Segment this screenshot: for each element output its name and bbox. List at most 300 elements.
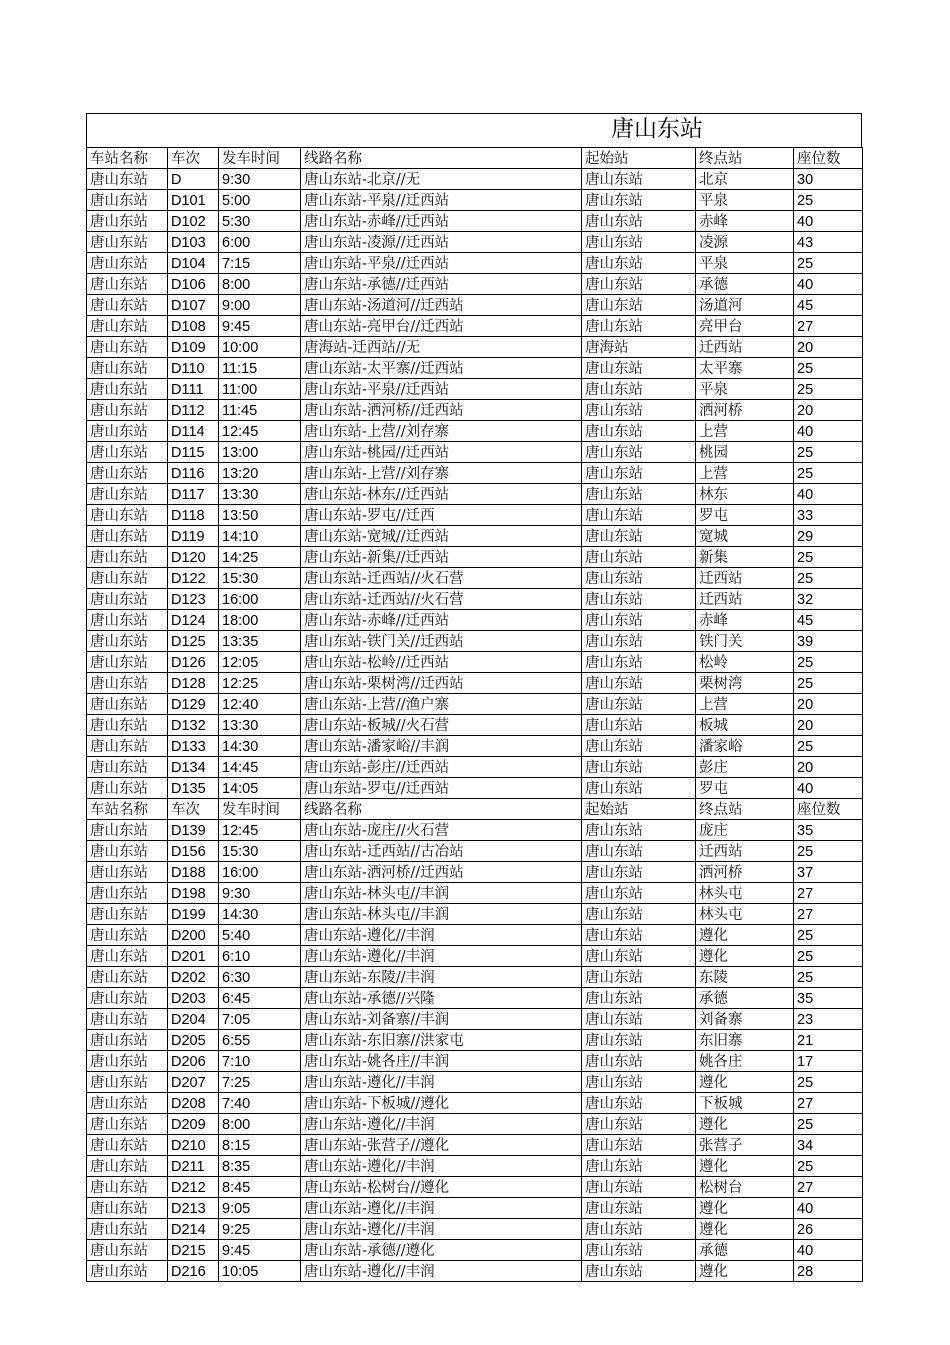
seats-cell: 25 bbox=[794, 463, 863, 484]
origin-cell: 唐山东站 bbox=[582, 421, 696, 442]
origin-cell: 唐山东站 bbox=[582, 1240, 696, 1261]
route-cell: 唐山东站-迁西站//火石营 bbox=[301, 568, 582, 589]
station-cell: 唐山东站 bbox=[87, 904, 168, 925]
seats-cell: 25 bbox=[794, 673, 863, 694]
seats-cell: 25 bbox=[794, 253, 863, 274]
route-cell: 唐山东站-迁西站//火石营 bbox=[301, 589, 582, 610]
station-cell: 唐山东站 bbox=[87, 232, 168, 253]
seats-cell: 20 bbox=[794, 694, 863, 715]
station-cell: 唐山东站 bbox=[87, 1030, 168, 1051]
route-cell: 唐山东站-遵化//丰润 bbox=[301, 1198, 582, 1219]
station-cell: 唐山东站 bbox=[87, 253, 168, 274]
train-cell: D112 bbox=[168, 400, 219, 421]
origin-cell: 唐山东站 bbox=[582, 316, 696, 337]
seats-cell: 34 bbox=[794, 1135, 863, 1156]
train-cell: D134 bbox=[168, 757, 219, 778]
table-row bbox=[87, 589, 863, 610]
train-cell: D207 bbox=[168, 1072, 219, 1093]
destination-cell: 庞庄 bbox=[696, 820, 794, 841]
origin-cell: 唐山东站 bbox=[582, 1114, 696, 1135]
origin-cell: 唐山东站 bbox=[582, 988, 696, 1009]
departure-cell: 6:00 bbox=[219, 232, 301, 253]
train-cell: D198 bbox=[168, 883, 219, 904]
route-cell: 唐山东站-彭庄//迁西站 bbox=[301, 757, 582, 778]
train-cell: D103 bbox=[168, 232, 219, 253]
origin-cell: 唐山东站 bbox=[582, 526, 696, 547]
train-cell: D107 bbox=[168, 295, 219, 316]
seats-cell: 40 bbox=[794, 274, 863, 295]
route-cell: 唐山东站-遵化//丰润 bbox=[301, 1219, 582, 1240]
station-cell: 唐山东站 bbox=[87, 1219, 168, 1240]
route-cell: 唐山东站-宽城//迁西站 bbox=[301, 526, 582, 547]
origin-cell: 唐山东站 bbox=[582, 442, 696, 463]
route-cell: 唐山东站-新集//迁西站 bbox=[301, 547, 582, 568]
destination-cell: 彭庄 bbox=[696, 757, 794, 778]
sheet-title: 唐山东站 bbox=[611, 116, 703, 142]
route-cell: 唐山东站-遵化//丰润 bbox=[301, 1114, 582, 1135]
route-cell: 唐山东站-洒河桥//迁西站 bbox=[301, 862, 582, 883]
train-cell: D208 bbox=[168, 1093, 219, 1114]
table-row bbox=[87, 820, 863, 841]
train-cell: D128 bbox=[168, 673, 219, 694]
destination-cell: 赤峰 bbox=[696, 211, 794, 232]
origin-cell: 唐山东站 bbox=[582, 757, 696, 778]
origin-cell: 唐山东站 bbox=[582, 1219, 696, 1240]
departure-cell: 6:30 bbox=[219, 967, 301, 988]
train-cell: D119 bbox=[168, 526, 219, 547]
departure-cell: 13:00 bbox=[219, 442, 301, 463]
destination-cell: 上营 bbox=[696, 694, 794, 715]
route-cell: 唐山东站-赤峰//迁西站 bbox=[301, 211, 582, 232]
seats-cell: 25 bbox=[794, 736, 863, 757]
seats-cell: 25 bbox=[794, 358, 863, 379]
station-cell: 唐山东站 bbox=[87, 631, 168, 652]
table-row bbox=[87, 463, 863, 484]
destination-cell: 承德 bbox=[696, 1240, 794, 1261]
route-cell: 唐山东站-承德//兴隆 bbox=[301, 988, 582, 1009]
origin-cell: 唐山东站 bbox=[582, 820, 696, 841]
seats-cell: 33 bbox=[794, 505, 863, 526]
station-cell: 唐山东站 bbox=[87, 526, 168, 547]
destination-cell: 遵化 bbox=[696, 925, 794, 946]
schedule-sheet bbox=[86, 113, 862, 1282]
origin-cell: 唐山东站 bbox=[582, 295, 696, 316]
train-cell: D133 bbox=[168, 736, 219, 757]
route-cell: 唐山东站-赤峰//迁西站 bbox=[301, 610, 582, 631]
route-cell: 唐山东站-承德//迁西站 bbox=[301, 274, 582, 295]
departure-cell: 9:45 bbox=[219, 1240, 301, 1261]
seats-cell: 37 bbox=[794, 862, 863, 883]
table-row bbox=[87, 904, 863, 925]
departure-cell: 6:55 bbox=[219, 1030, 301, 1051]
route-cell: 唐山东站-庞庄//火石营 bbox=[301, 820, 582, 841]
origin-cell: 唐山东站 bbox=[582, 484, 696, 505]
destination-cell: 终点站 bbox=[696, 799, 794, 820]
station-cell: 唐山东站 bbox=[87, 484, 168, 505]
train-cell: D215 bbox=[168, 1240, 219, 1261]
table-row bbox=[87, 232, 863, 253]
train-cell: D135 bbox=[168, 778, 219, 799]
table-row bbox=[87, 1135, 863, 1156]
origin-cell: 唐山东站 bbox=[582, 463, 696, 484]
route-cell: 唐山东站-刘备寨//丰润 bbox=[301, 1009, 582, 1030]
departure-cell: 9:05 bbox=[219, 1198, 301, 1219]
route-cell: 唐山东站-平泉//迁西站 bbox=[301, 253, 582, 274]
seats-cell: 40 bbox=[794, 1240, 863, 1261]
departure-cell: 16:00 bbox=[219, 862, 301, 883]
route-cell: 唐山东站-承德//遵化 bbox=[301, 1240, 582, 1261]
departure-cell: 7:25 bbox=[219, 1072, 301, 1093]
destination-cell: 潘家峪 bbox=[696, 736, 794, 757]
station-cell: 唐山东站 bbox=[87, 505, 168, 526]
station-cell: 唐山东站 bbox=[87, 1072, 168, 1093]
station-cell: 唐山东站 bbox=[87, 1177, 168, 1198]
origin-cell: 唐山东站 bbox=[582, 1135, 696, 1156]
departure-cell: 5:30 bbox=[219, 211, 301, 232]
origin-cell: 唐山东站 bbox=[582, 736, 696, 757]
station-cell: 唐山东站 bbox=[87, 547, 168, 568]
table-row bbox=[87, 337, 863, 358]
train-cell: D124 bbox=[168, 610, 219, 631]
destination-cell: 迁西站 bbox=[696, 841, 794, 862]
train-cell: D126 bbox=[168, 652, 219, 673]
station-cell: 唐山东站 bbox=[87, 1135, 168, 1156]
route-cell: 唐山东站-栗树湾//迁西站 bbox=[301, 673, 582, 694]
origin-cell: 唐山东站 bbox=[582, 946, 696, 967]
destination-cell: 松岭 bbox=[696, 652, 794, 673]
seats-cell: 25 bbox=[794, 1072, 863, 1093]
table-row bbox=[87, 694, 863, 715]
seats-cell: 40 bbox=[794, 1198, 863, 1219]
departure-cell: 13:20 bbox=[219, 463, 301, 484]
table-row bbox=[87, 316, 863, 337]
table-row bbox=[87, 400, 863, 421]
departure-cell: 8:00 bbox=[219, 274, 301, 295]
route-cell: 唐山东站-板城//火石营 bbox=[301, 715, 582, 736]
origin-cell: 唐海站 bbox=[582, 337, 696, 358]
table-row bbox=[87, 505, 863, 526]
seats-cell: 27 bbox=[794, 904, 863, 925]
seats-cell: 25 bbox=[794, 841, 863, 862]
origin-cell: 唐山东站 bbox=[582, 232, 696, 253]
station-cell: 唐山东站 bbox=[87, 1114, 168, 1135]
route-cell: 唐山东站-太平寨//迁西站 bbox=[301, 358, 582, 379]
destination-cell: 张营子 bbox=[696, 1135, 794, 1156]
seats-cell: 39 bbox=[794, 631, 863, 652]
route-cell: 唐山东站-上营//刘存寨 bbox=[301, 421, 582, 442]
header-departure: 发车时间 bbox=[219, 148, 301, 169]
station-cell: 唐山东站 bbox=[87, 274, 168, 295]
seats-cell: 25 bbox=[794, 1156, 863, 1177]
origin-cell: 唐山东站 bbox=[582, 1198, 696, 1219]
station-cell: 唐山东站 bbox=[87, 673, 168, 694]
train-cell: D212 bbox=[168, 1177, 219, 1198]
departure-cell: 8:15 bbox=[219, 1135, 301, 1156]
station-cell: 唐山东站 bbox=[87, 295, 168, 316]
route-cell: 唐山东站-松树台//遵化 bbox=[301, 1177, 582, 1198]
seats-cell: 27 bbox=[794, 316, 863, 337]
header-seats: 座位数 bbox=[794, 148, 863, 169]
seats-cell: 27 bbox=[794, 883, 863, 904]
origin-cell: 唐山东站 bbox=[582, 631, 696, 652]
origin-cell: 唐山东站 bbox=[582, 967, 696, 988]
origin-cell: 唐山东站 bbox=[582, 841, 696, 862]
train-cell: D204 bbox=[168, 1009, 219, 1030]
origin-cell: 唐山东站 bbox=[582, 1261, 696, 1282]
seats-cell: 25 bbox=[794, 946, 863, 967]
table-row bbox=[87, 1009, 863, 1030]
station-cell: 唐山东站 bbox=[87, 1009, 168, 1030]
departure-cell: 5:00 bbox=[219, 190, 301, 211]
destination-cell: 东旧寨 bbox=[696, 1030, 794, 1051]
destination-cell: 遵化 bbox=[696, 1156, 794, 1177]
departure-cell: 18:00 bbox=[219, 610, 301, 631]
train-cell: D125 bbox=[168, 631, 219, 652]
route-cell: 唐山东站-遵化//丰润 bbox=[301, 1072, 582, 1093]
origin-cell: 唐山东站 bbox=[582, 568, 696, 589]
station-cell: 唐山东站 bbox=[87, 925, 168, 946]
origin-cell: 唐山东站 bbox=[582, 610, 696, 631]
route-cell: 唐山东站-洒河桥//迁西站 bbox=[301, 400, 582, 421]
departure-cell: 13:30 bbox=[219, 484, 301, 505]
train-cell: D bbox=[168, 169, 219, 190]
departure-cell: 11:15 bbox=[219, 358, 301, 379]
departure-cell: 7:15 bbox=[219, 253, 301, 274]
departure-cell: 12:40 bbox=[219, 694, 301, 715]
seats-cell: 20 bbox=[794, 337, 863, 358]
route-cell: 唐山东站-平泉//迁西站 bbox=[301, 190, 582, 211]
table-row bbox=[87, 652, 863, 673]
route-cell: 唐山东站-亮甲台//迁西站 bbox=[301, 316, 582, 337]
station-cell: 唐山东站 bbox=[87, 190, 168, 211]
table-row bbox=[87, 1261, 863, 1282]
destination-cell: 林头屯 bbox=[696, 904, 794, 925]
table-row bbox=[87, 190, 863, 211]
seats-cell: 35 bbox=[794, 820, 863, 841]
origin-cell: 唐山东站 bbox=[582, 190, 696, 211]
destination-cell: 平泉 bbox=[696, 379, 794, 400]
origin-cell: 唐山东站 bbox=[582, 400, 696, 421]
seats-cell: 40 bbox=[794, 484, 863, 505]
destination-cell: 罗屯 bbox=[696, 505, 794, 526]
train-cell: D118 bbox=[168, 505, 219, 526]
table-row bbox=[87, 883, 863, 904]
station-cell: 唐山东站 bbox=[87, 568, 168, 589]
table-row bbox=[87, 253, 863, 274]
seats-cell: 座位数 bbox=[794, 799, 863, 820]
train-cell: D206 bbox=[168, 1051, 219, 1072]
station-cell: 唐山东站 bbox=[87, 694, 168, 715]
route-cell: 唐山东站-遵化//丰润 bbox=[301, 1156, 582, 1177]
destination-cell: 铁门关 bbox=[696, 631, 794, 652]
train-cell: D156 bbox=[168, 841, 219, 862]
station-cell: 唐山东站 bbox=[87, 883, 168, 904]
route-cell: 唐海站-迁西站//无 bbox=[301, 337, 582, 358]
destination-cell: 太平寨 bbox=[696, 358, 794, 379]
origin-cell: 唐山东站 bbox=[582, 1156, 696, 1177]
departure-cell: 13:50 bbox=[219, 505, 301, 526]
station-cell: 唐山东站 bbox=[87, 1261, 168, 1282]
station-cell: 唐山东站 bbox=[87, 358, 168, 379]
seats-cell: 25 bbox=[794, 1114, 863, 1135]
route-cell: 唐山东站-林头屯//丰润 bbox=[301, 883, 582, 904]
train-cell: D216 bbox=[168, 1261, 219, 1282]
train-cell: D139 bbox=[168, 820, 219, 841]
table-row bbox=[87, 925, 863, 946]
origin-cell: 唐山东站 bbox=[582, 169, 696, 190]
destination-cell: 迁西站 bbox=[696, 589, 794, 610]
departure-cell: 13:35 bbox=[219, 631, 301, 652]
departure-cell: 9:00 bbox=[219, 295, 301, 316]
origin-cell: 唐山东站 bbox=[582, 862, 696, 883]
route-cell: 唐山东站-桃园//迁西站 bbox=[301, 442, 582, 463]
seats-cell: 20 bbox=[794, 715, 863, 736]
destination-cell: 上营 bbox=[696, 421, 794, 442]
table-row bbox=[87, 1240, 863, 1261]
table-row bbox=[87, 862, 863, 883]
destination-cell: 刘备寨 bbox=[696, 1009, 794, 1030]
departure-cell: 14:10 bbox=[219, 526, 301, 547]
seats-cell: 17 bbox=[794, 1051, 863, 1072]
origin-cell: 起始站 bbox=[582, 799, 696, 820]
seats-cell: 20 bbox=[794, 400, 863, 421]
origin-cell: 唐山东站 bbox=[582, 673, 696, 694]
train-cell: D188 bbox=[168, 862, 219, 883]
route-cell: 唐山东站-林头屯//丰润 bbox=[301, 904, 582, 925]
station-cell: 唐山东站 bbox=[87, 169, 168, 190]
destination-cell: 上营 bbox=[696, 463, 794, 484]
destination-cell: 宽城 bbox=[696, 526, 794, 547]
train-cell: D210 bbox=[168, 1135, 219, 1156]
destination-cell: 迁西站 bbox=[696, 568, 794, 589]
seats-cell: 25 bbox=[794, 190, 863, 211]
station-cell: 唐山东站 bbox=[87, 715, 168, 736]
table-row bbox=[87, 715, 863, 736]
departure-cell: 5:40 bbox=[219, 925, 301, 946]
destination-cell: 板城 bbox=[696, 715, 794, 736]
route-cell: 唐山东站-上营//刘存寨 bbox=[301, 463, 582, 484]
departure-cell: 9:30 bbox=[219, 883, 301, 904]
station-cell: 唐山东站 bbox=[87, 211, 168, 232]
train-cell: D129 bbox=[168, 694, 219, 715]
station-cell: 唐山东站 bbox=[87, 1240, 168, 1261]
route-cell: 唐山东站-迁西站//古冶站 bbox=[301, 841, 582, 862]
origin-cell: 唐山东站 bbox=[582, 274, 696, 295]
origin-cell: 唐山东站 bbox=[582, 1009, 696, 1030]
station-cell: 唐山东站 bbox=[87, 736, 168, 757]
train-cell: D211 bbox=[168, 1156, 219, 1177]
departure-cell: 12:25 bbox=[219, 673, 301, 694]
seats-cell: 27 bbox=[794, 1177, 863, 1198]
departure-cell: 10:05 bbox=[219, 1261, 301, 1282]
header-station: 车站名称 bbox=[87, 148, 168, 169]
train-cell: D132 bbox=[168, 715, 219, 736]
train-cell: D116 bbox=[168, 463, 219, 484]
seats-cell: 30 bbox=[794, 169, 863, 190]
seats-cell: 27 bbox=[794, 1093, 863, 1114]
table-row bbox=[87, 1177, 863, 1198]
destination-cell: 栗树湾 bbox=[696, 673, 794, 694]
table-row bbox=[87, 799, 863, 820]
train-cell: D117 bbox=[168, 484, 219, 505]
train-cell: D109 bbox=[168, 337, 219, 358]
seats-cell: 25 bbox=[794, 379, 863, 400]
table-row bbox=[87, 169, 863, 190]
table-row bbox=[87, 1219, 863, 1240]
seats-cell: 25 bbox=[794, 652, 863, 673]
station-cell: 唐山东站 bbox=[87, 1156, 168, 1177]
train-cell: D201 bbox=[168, 946, 219, 967]
train-cell: D120 bbox=[168, 547, 219, 568]
train-cell: D123 bbox=[168, 589, 219, 610]
table-row bbox=[87, 673, 863, 694]
seats-cell: 40 bbox=[794, 778, 863, 799]
station-cell: 唐山东站 bbox=[87, 442, 168, 463]
origin-cell: 唐山东站 bbox=[582, 904, 696, 925]
station-cell: 唐山东站 bbox=[87, 1093, 168, 1114]
route-cell: 唐山东站-姚各庄//丰润 bbox=[301, 1051, 582, 1072]
departure-cell: 11:45 bbox=[219, 400, 301, 421]
seats-cell: 29 bbox=[794, 526, 863, 547]
table-row bbox=[87, 1030, 863, 1051]
seats-cell: 45 bbox=[794, 610, 863, 631]
train-cell: D205 bbox=[168, 1030, 219, 1051]
table-row bbox=[87, 610, 863, 631]
departure-cell: 7:10 bbox=[219, 1051, 301, 1072]
destination-cell: 北京 bbox=[696, 169, 794, 190]
seats-cell: 26 bbox=[794, 1219, 863, 1240]
station-cell: 唐山东站 bbox=[87, 1051, 168, 1072]
table-row bbox=[87, 1156, 863, 1177]
departure-cell: 14:05 bbox=[219, 778, 301, 799]
station-cell: 唐山东站 bbox=[87, 463, 168, 484]
route-cell: 唐山东站-东旧寨//洪家屯 bbox=[301, 1030, 582, 1051]
seats-cell: 25 bbox=[794, 547, 863, 568]
destination-cell: 东陵 bbox=[696, 967, 794, 988]
departure-cell: 11:00 bbox=[219, 379, 301, 400]
route-cell: 唐山东站-林东//迁西站 bbox=[301, 484, 582, 505]
route-cell: 唐山东站-遵化//丰润 bbox=[301, 1261, 582, 1282]
destination-cell: 新集 bbox=[696, 547, 794, 568]
destination-cell: 林头屯 bbox=[696, 883, 794, 904]
station-cell: 唐山东站 bbox=[87, 589, 168, 610]
station-cell: 唐山东站 bbox=[87, 820, 168, 841]
table-row bbox=[87, 484, 863, 505]
departure-cell: 9:30 bbox=[219, 169, 301, 190]
seats-cell: 43 bbox=[794, 232, 863, 253]
seats-cell: 25 bbox=[794, 442, 863, 463]
destination-cell: 林东 bbox=[696, 484, 794, 505]
route-cell: 唐山东站-松岭//迁西站 bbox=[301, 652, 582, 673]
schedule-table bbox=[86, 147, 863, 1282]
train-cell: D214 bbox=[168, 1219, 219, 1240]
destination-cell: 姚各庄 bbox=[696, 1051, 794, 1072]
departure-cell: 10:00 bbox=[219, 337, 301, 358]
origin-cell: 唐山东站 bbox=[582, 211, 696, 232]
destination-cell: 遵化 bbox=[696, 1198, 794, 1219]
departure-cell: 8:45 bbox=[219, 1177, 301, 1198]
station-cell: 唐山东站 bbox=[87, 946, 168, 967]
table-row bbox=[87, 736, 863, 757]
header-train: 车次 bbox=[168, 148, 219, 169]
origin-cell: 唐山东站 bbox=[582, 778, 696, 799]
table-row bbox=[87, 1093, 863, 1114]
table-row bbox=[87, 379, 863, 400]
station-cell: 唐山东站 bbox=[87, 1198, 168, 1219]
table-row bbox=[87, 547, 863, 568]
station-cell: 唐山东站 bbox=[87, 988, 168, 1009]
table-row bbox=[87, 568, 863, 589]
